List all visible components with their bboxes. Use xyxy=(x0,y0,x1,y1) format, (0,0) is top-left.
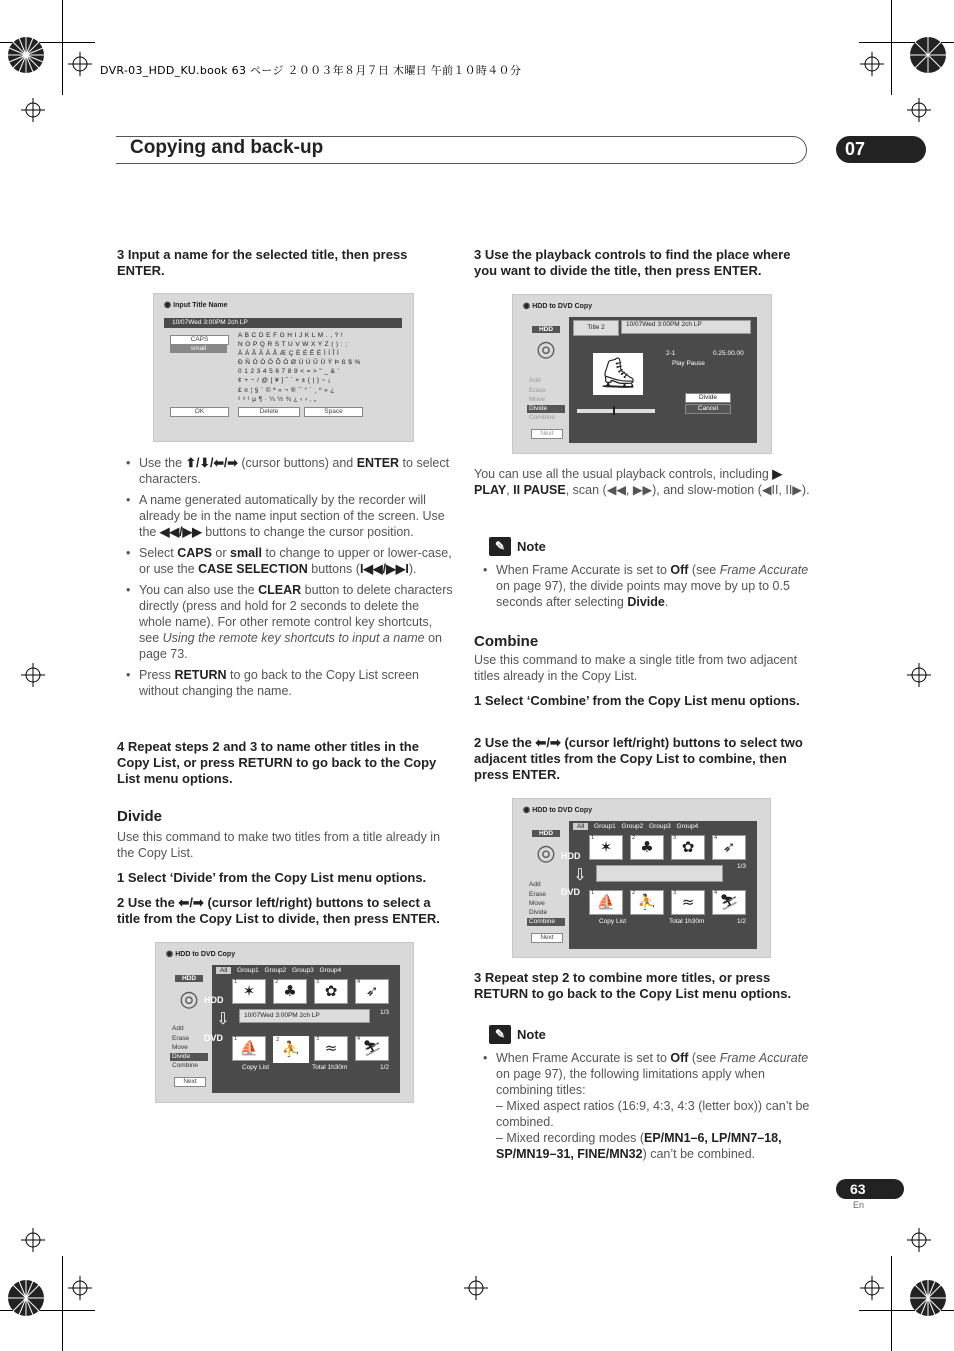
thumb-1[interactable]: 1 ✶ xyxy=(589,835,623,860)
copy-list-panel xyxy=(204,965,400,1093)
copy-thumb-3[interactable]: 3 ≈ xyxy=(671,890,705,915)
bullet-clear: • You can also use the CLEAR button to delete characters directly (press and hold for 2 seconds to delete the whole name). For other remote control key shortcuts, see Using the remote key shortcuts to input a name on page 73. xyxy=(117,582,453,662)
total-time: Total 1h30m xyxy=(669,918,705,925)
copy-list-panel xyxy=(561,821,757,949)
combine-intro: Use this command to make a single title from two adjacent titles already in the Copy List. xyxy=(474,653,798,683)
progress-marker xyxy=(613,406,615,415)
menu-erase[interactable]: Erase xyxy=(529,387,546,394)
crosshair-icon xyxy=(68,1276,92,1300)
copy-thumb-4[interactable]: 4 ⛷ xyxy=(712,890,746,915)
menu-divide[interactable]: Divide xyxy=(529,909,548,916)
chapter-number: 2-1 xyxy=(666,350,676,357)
menu-move[interactable]: Move xyxy=(529,900,545,907)
crosshair-icon xyxy=(860,1276,884,1300)
page-number-badge xyxy=(836,1179,904,1199)
crosshair-icon xyxy=(464,1276,488,1300)
page-indicator-bottom: 1/2 xyxy=(737,918,747,925)
progress-bar[interactable] xyxy=(577,409,655,413)
caps-button[interactable]: CAPS xyxy=(170,335,229,345)
registration-sunburst-icon xyxy=(4,1276,48,1320)
menu-add[interactable]: Add xyxy=(529,377,541,384)
disc-icon: ◎ xyxy=(536,841,556,866)
group-tabs[interactable]: All Group1 Group2 Group3 Group4 xyxy=(573,823,698,830)
page-indicator: 1/3 xyxy=(380,1009,390,1016)
copy-thumb-2-selected[interactable]: 2 ⛹ xyxy=(273,1036,309,1063)
divide-heading: Divide xyxy=(117,808,163,825)
menu-add[interactable]: Add xyxy=(529,881,541,888)
menu-combine[interactable]: Combine xyxy=(529,414,556,421)
menu-erase[interactable]: Erase xyxy=(172,1035,189,1042)
dvd-side-label: DVD xyxy=(204,1033,224,1043)
char-row: ¢ + − / @ [ ¥ ] ˆ ` × ± { | } ~ ¡ xyxy=(238,377,331,385)
dvd-side-label: DVD xyxy=(561,887,581,897)
screen-title: ◉ HDD to DVD Copy xyxy=(523,301,592,310)
input-title-name-screen xyxy=(153,293,414,442)
divide-playback-screen xyxy=(512,294,772,454)
divide-step-2: 2 Use the ⬅/➡ (cursor left/right) buttons to select a title from the Copy List to divide, then press ENTER. xyxy=(117,895,440,926)
menu-combine[interactable]: Combine xyxy=(172,1062,199,1069)
step-3-playback: 3 Use the playback controls to find the place where you want to divide the title, then press ENTER. xyxy=(474,247,791,278)
side-menu xyxy=(527,377,567,452)
thumb-4[interactable]: 4 ➶ xyxy=(355,979,389,1004)
copy-thumb-1[interactable]: 1 ⛵ xyxy=(232,1036,266,1061)
note-pencil-icon: ✎ xyxy=(489,1025,511,1044)
chapter-badge xyxy=(836,136,926,163)
step-3-input-name: 3 Input a name for the selected title, then press ENTER. xyxy=(117,247,408,278)
crosshair-icon xyxy=(21,98,45,122)
crosshair-icon xyxy=(907,98,931,122)
playback-status: Play Pause xyxy=(672,360,705,367)
thumb-2[interactable]: 2 ♣ xyxy=(273,979,307,1004)
menu-divide[interactable]: Divide xyxy=(170,1053,208,1061)
divide-intro: Use this command to make two titles from a title already in the Copy List. xyxy=(117,830,441,860)
page-indicator: 1/3 xyxy=(737,863,747,870)
step-4-repeat: 4 Repeat steps 2 and 3 to name other titles in the Copy List, or press RETURN to go back to the Copy List menu options. xyxy=(117,739,437,786)
menu-divide[interactable]: Divide xyxy=(527,405,565,413)
bullet-cursor: • Use the ⬆/⬇/⬅/➡ (cursor buttons) and ENTER to select characters. xyxy=(117,455,453,487)
menu-combine[interactable]: Combine xyxy=(527,918,565,926)
name-input-bar[interactable]: 10/07Wed 3:00PM 2ch LP xyxy=(164,318,402,328)
bullet-caps: • Select CAPS or small to change to upper or lower-case, or use the CASE SELECTION buttons (I◀◀/▶▶I). xyxy=(117,545,453,577)
time-code: 0.25.00.00 xyxy=(713,350,744,357)
note-2-item: • When Frame Accurate is set to Off (see Frame Accurate on page 97), the following limitations apply when combining titles: – Mixed aspect ratios (16:9, 4:3, 4:3 (letter box)) can’t be combined. – Mixed recording modes (EP/MN1–6, LP/MN7–18, SP/MN19–31, FINE/MN32) can’t be combined. xyxy=(474,1050,810,1162)
hdd-label: HDD xyxy=(532,830,560,837)
crosshair-icon xyxy=(860,52,884,76)
book-info: DVR-03_HDD_KU.book 63 ページ ２００３年８月７日 木曜日 午前１０時４０分 xyxy=(100,64,522,77)
combine-step-3: 3 Repeat step 2 to combine more titles, or press RETURN to go back to the Copy List menu options. xyxy=(474,970,792,1001)
character-grid[interactable] xyxy=(238,331,408,404)
copy-thumb-3[interactable]: 3 ≈ xyxy=(314,1036,348,1061)
crosshair-icon xyxy=(68,52,92,76)
menu-erase[interactable]: Erase xyxy=(529,891,546,898)
crosshair-icon xyxy=(21,663,45,687)
down-arrow-icon: ⇩ xyxy=(216,1009,230,1028)
crosshair-icon xyxy=(907,663,931,687)
divide-step-1: 1 Select ‘Divide’ from the Copy List menu options. xyxy=(117,870,427,885)
page-title: Copying and back-up xyxy=(130,137,324,158)
screen-title: ◉ HDD to DVD Copy xyxy=(523,805,592,814)
down-arrow-icon: ⇩ xyxy=(573,865,587,884)
combine-step-2: 2 Use the ⬅/➡ (cursor left/right) buttons to select two adjacent titles from the Copy List to combine, then press ENTER. xyxy=(474,735,803,782)
hdd-label: HDD xyxy=(175,975,203,982)
note-1-item: • When Frame Accurate is set to Off (see Frame Accurate on page 97), the divide points may move by up to 0.5 seconds after selecting Divide. xyxy=(474,562,810,610)
note-heading-1: ✎ Note xyxy=(489,537,546,556)
copy-thumb-1[interactable]: 1 ⛵ xyxy=(589,890,623,915)
playback-panel xyxy=(569,317,757,443)
note-1 xyxy=(474,562,810,615)
thumb-4[interactable]: 4 ➶ xyxy=(712,835,746,860)
title-label: Title 2 xyxy=(573,320,619,336)
copy-list-label: Copy List xyxy=(242,1064,270,1071)
input-name-bullets xyxy=(117,455,453,704)
total-time: Total 1h30m xyxy=(312,1064,348,1071)
crosshair-icon xyxy=(21,1228,45,1252)
registration-sunburst-icon xyxy=(906,33,950,77)
menu-move[interactable]: Move xyxy=(529,396,545,403)
title-info xyxy=(596,865,723,882)
menu-add[interactable]: Add xyxy=(172,1025,184,1032)
note-heading-2: ✎ Note xyxy=(489,1025,546,1044)
skater-thumbnail: ⛸ xyxy=(593,353,643,395)
note-pencil-icon: ✎ xyxy=(489,537,511,556)
registration-sunburst-icon xyxy=(4,33,48,77)
combine-heading: Combine xyxy=(474,633,539,650)
group-tabs[interactable]: All Group1 Group2 Group3 Group4 xyxy=(216,967,341,974)
delete-button[interactable]: Delete xyxy=(238,407,300,417)
divide-copy-list-screen xyxy=(155,942,414,1103)
next-button[interactable]: Next xyxy=(531,429,563,439)
screen-title: ◉ HDD to DVD Copy xyxy=(166,949,235,958)
thumb-3[interactable]: 3 ✿ xyxy=(671,835,705,860)
screen-title: ◉ Input Title Name xyxy=(164,300,228,309)
char-row: A B C D E F G H I J K L M . , ? ! xyxy=(238,332,344,339)
disc-icon: ◎ xyxy=(536,337,556,362)
page-number: 63 xyxy=(850,1181,866,1197)
chapter-number: 07 xyxy=(845,139,866,159)
registration-sunburst-icon xyxy=(906,1276,950,1320)
title-info: 10/07Wed 3:00PM 2ch LP xyxy=(239,1009,370,1023)
copy-thumb-2[interactable]: 2 ⛹ xyxy=(630,890,664,915)
thumb-1[interactable]: 1 ✶ xyxy=(232,979,266,1004)
char-row: À Á Â Ã Ä Å Æ Ç È É Ê Ë Ì Í Î Ï xyxy=(238,350,340,358)
cancel-button[interactable]: Cancel xyxy=(685,404,731,414)
menu-move[interactable]: Move xyxy=(172,1044,188,1051)
space-button[interactable]: Space xyxy=(304,407,363,417)
char-row: 0 1 2 3 4 5 6 7 8 9 < = > " _ & ' xyxy=(238,368,340,376)
char-row: N O P Q R S T U V W X Y Z ( ) : ; xyxy=(238,341,348,349)
combine-step-1: 1 Select ‘Combine’ from the Copy List menu options. xyxy=(474,693,800,708)
combine-copy-list-screen xyxy=(512,798,771,958)
divide-button[interactable]: Divide xyxy=(685,393,731,403)
ok-button[interactable]: OK xyxy=(170,407,229,417)
hdd-label: HDD xyxy=(532,326,560,333)
bullet-return: • Press RETURN to go back to the Copy List screen without changing the name. xyxy=(117,667,453,699)
hdd-side-label: HDD xyxy=(561,851,581,861)
page-indicator-bottom: 1/2 xyxy=(380,1064,390,1071)
thumb-2[interactable]: 2 ♣ xyxy=(630,835,664,860)
playback-controls-text: You can use all the usual playback controls, including ▶ PLAY, II PAUSE, scan (◀◀, ▶▶), and slow-motion (◀II, II▶). xyxy=(474,467,810,497)
note-2 xyxy=(474,1050,810,1167)
language-label: En xyxy=(853,1200,865,1210)
crosshair-icon xyxy=(907,1228,931,1252)
next-button[interactable]: Next xyxy=(531,933,563,943)
thumb-3[interactable]: 3 ✿ xyxy=(314,979,348,1004)
bullet-auto-name: • A name generated automatically by the recorder will already be in the name input section of the screen. Use the ◀◀/▶▶ buttons to change the cursor position. xyxy=(117,492,453,540)
disc-icon: ◎ xyxy=(179,987,199,1012)
next-button[interactable]: Next xyxy=(174,1077,206,1087)
copy-list-label: Copy List xyxy=(599,918,627,925)
char-row: Ð Ñ Ò Ó Ô Õ Ö Ø Ù Ú Û Ü Ý Þ ß $ % xyxy=(238,359,361,367)
char-row: £ ¤ ¦ § ¨ © ª « ¬ ® ¯ ° ´ ¸ º » ¿ xyxy=(238,386,335,394)
copy-thumb-4[interactable]: 4 ⛷ xyxy=(355,1036,389,1061)
title-info: 10/07Wed 3:00PM 2ch LP xyxy=(621,320,751,334)
small-button[interactable]: small xyxy=(170,345,227,353)
hdd-side-label: HDD xyxy=(204,995,224,1005)
char-row: ² ³ ¹ µ ¶ · ¼ ½ ¾ ¿ ‹ › ‚ „ xyxy=(238,395,317,403)
